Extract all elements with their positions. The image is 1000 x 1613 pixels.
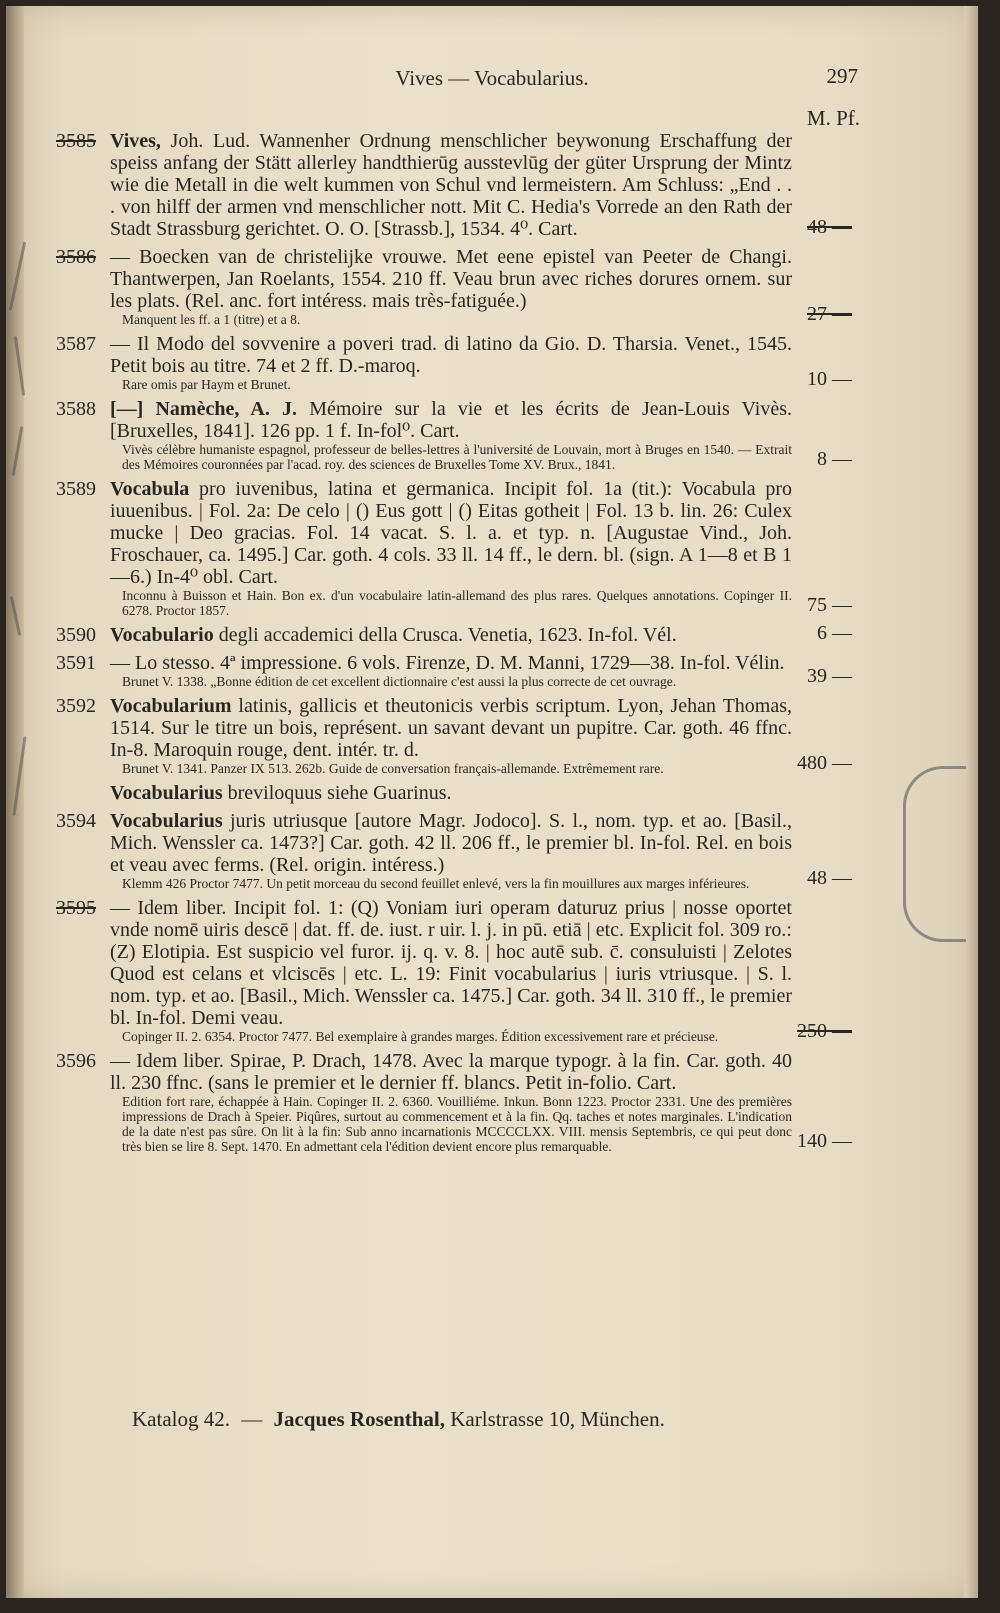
- entry-price: 48 —: [807, 867, 852, 889]
- entry-heading: Vocabularius: [110, 810, 223, 832]
- entry-text: [110, 782, 792, 804]
- entry-note: Rare omis par Haym et Brunet.: [122, 377, 291, 392]
- header-title: Vives — Vocabularius.: [395, 66, 589, 90]
- entry-price: 48 —: [807, 216, 852, 238]
- entry-number: 3591: [56, 652, 96, 674]
- entry-number: 3595: [56, 897, 96, 919]
- catalog-entry: [6, 810, 978, 891]
- entry-heading: Vives,: [110, 130, 161, 152]
- catalog-entry: [6, 897, 978, 1044]
- entry-number: 3585: [56, 130, 96, 152]
- entry-text: [110, 810, 792, 876]
- catalog-footer: [132, 1407, 665, 1432]
- entry-number: 3587: [56, 333, 96, 355]
- entry-price: 75 —: [807, 594, 852, 616]
- entry-description: juris utriusque [autore Magr. Jodoco]. S. l., nom. typ. et ao. [Basil., Mich. Wenssler ca. 1473?] Car. goth. 42 ll. 206 ff., le premier bl. In-fol. Rel. en bois et veau avec ferms. (Rel. origin. intéress.): [110, 810, 792, 876]
- entry-text: [110, 398, 792, 442]
- entry-text: [110, 652, 792, 674]
- catalog-page: [6, 6, 978, 1598]
- entry-price: 27 —: [807, 303, 852, 325]
- entry-text: [110, 246, 792, 312]
- entry-heading: Vocabulario: [110, 624, 214, 646]
- entry-description: pro iuvenibus, latina et germanica. Incipit fol. 1a (tit.): Vocabula pro iuuenibus. | Fol. 2a: De celo | () Eus gott | () Eitas gotheit | Fol. 13 b. lin. 26: Culex mucke | Deo gracias. Fol. 14 vacat. S. l. a. et typ. n. [Augustae Vind., Joh. Froschauer, ca. 1495.] Car. goth. 4 cols. 33 ll. 14 ff., le dern. bl. (sign. A 1—8 et B 1—6.) In-4⁰ obl. Cart.: [110, 478, 793, 588]
- catalog-entry: [6, 333, 978, 392]
- entry-price: 140 —: [797, 1130, 852, 1152]
- catalog-entry: [6, 478, 978, 618]
- entry-text: [110, 478, 792, 588]
- entry-note: Brunet V. 1338. „Bonne édition de cet excellent dictionnaire c'est aussi la plus correcte de cet ouvrage.: [122, 674, 677, 689]
- entry-number: 3592: [56, 695, 96, 717]
- entry-description: Joh. Lud. Wannenher Ordnung menschlicher beywonung Erschaffung der speiss anfang der Stätt allerley handthierūg ausstevlūg der güter Ursprung der Mintz wie die Metall in die welt kummen von Schul vnd lermeistern. Am Schluss: „End . . . von hilff der armen vnd menschlicher nott. Mit C. Hedia's Vorrede an den Rath der Stadt Strassburg gerichtet. O. O. [Strassb.], 1534. 4⁰. Cart.: [110, 130, 792, 240]
- catalog-entry: [6, 398, 978, 472]
- footer-dash: —: [241, 1407, 263, 1431]
- entry-number: 3594: [56, 810, 96, 832]
- entry-note: Inconnu à Buisson et Hain. Bon ex. d'un vocabulaire latin-allemand des plus rares. Quelques annotations. Copinger II. 6278. Proctor 1857.: [122, 588, 792, 618]
- entry-note: Brunet V. 1341. Panzer IX 513. 262b. Guide de conversation français-allemande. Extrêmement rare.: [122, 761, 664, 776]
- entry-heading: Vocabula: [110, 478, 190, 500]
- entry-number: 3589: [56, 478, 96, 500]
- entry-heading: Vocabularium: [110, 695, 232, 717]
- page-number: 297: [826, 64, 858, 88]
- entry-note: Vivès célèbre humaniste espagnol, professeur de belles-lettres à l'université de Louvain, mort à Bruges en 1540. — Extrait des Mémoires couronnées par l'acad. roy. des sciences de Bruxelles Tome XV. Brux., 1841.: [122, 442, 792, 472]
- entry-list: [6, 130, 978, 1160]
- catalog-entry: [6, 1050, 978, 1154]
- price-column-header: M. Pf.: [806, 106, 860, 130]
- footer-catalog-label: Katalog 42.: [132, 1407, 230, 1431]
- entry-price: 39 —: [807, 665, 852, 687]
- entry-description: — Lo stesso. 4ª impressione. 6 vols. Firenze, D. M. Manni, 1729—38. In-fol. Vélin.: [110, 652, 785, 674]
- entry-text: [110, 333, 792, 377]
- entry-description: — Idem liber. Incipit fol. 1: (Q) Voniam iuri operam daturuz prius | nosse oportet vnde nomē uiris descē | dat. ff. de. iust. r uir. l. j. in pū. etiā | etc. Explicit fol. 309 ro.: (Z) Elotipia. Est suspicio vel furor. ij. q. v. 8. | hoc autē sub. c̄. consuluisti | Zelotes Quod est celans et vlciscēs | etc. L. 19: Finit vocabularius | iuris vtriusque. | S. l. nom. typ. et ao. [Basil., Mich. Wenssler ca. 1475.] Car. goth. 34 ll. 310 ff., le premier bl. In-fol. Demi veau.: [110, 897, 792, 1029]
- entry-text: [110, 624, 792, 646]
- entry-description: Mémoire sur la vie et les écrits de Jean-Louis Vivès. [Bruxelles, 1841]. 126 pp. 1 f. In-fol⁰. Cart.: [110, 398, 792, 442]
- catalog-entry: [6, 624, 978, 646]
- catalog-entry: [6, 130, 978, 240]
- entry-note: Klemm 426 Proctor 7477. Un petit morceau du second feuillet enlevé, vers la fin mouillures aux marges inférieures.: [122, 876, 750, 891]
- footer-address: Karlstrasse 10, München.: [450, 1407, 665, 1431]
- entry-description: latinis, gallicis et theutonicis verbis scriptum. Lyon, Jehan Thomas, 1514. Sur le titre un bois, représent. un savant devant un pupitre. Car. goth. 46 ffnc. In-8. Maroquin rouge, dent. intér. tr. d.: [110, 695, 793, 761]
- running-header: [6, 64, 978, 94]
- entry-text: [110, 130, 792, 240]
- entry-description: degli accademici della Crusca. Venetia, 1623. In-fol. Vél.: [218, 624, 677, 646]
- entry-text: [110, 897, 792, 1029]
- entry-heading: Vocabularius: [110, 782, 223, 804]
- entry-price: 8 —: [817, 448, 852, 470]
- entry-description: — Il Modo del sovvenire a poveri trad. di latino da Gio. D. Tharsia. Venet., 1545. Petit bois au titre. 74 et 2 ff. D.-maroq.: [110, 333, 792, 377]
- entry-number: 3588: [56, 398, 96, 420]
- catalog-entry: [6, 246, 978, 327]
- footer-firm: Jacques Rosenthal,: [273, 1407, 446, 1431]
- entry-note: Copinger II. 2. 6354. Proctor 7477. Bel exemplaire à grandes marges. Édition excessivement rare et précieuse.: [122, 1029, 719, 1044]
- entry-note: Edition fort rare, échappée à Hain. Copinger II. 2. 6360. Vouilliéme. Inkun. Bonn 1223. Proctor 2331. Une des premières impressions de Drach à Speier. Piqûres, surtout au commencement et à la fin. Qq. taches et notes marginales. L'indication de la date n'est pas sûre. On lit à la fin: Sub anno incarnationis MCCCCLXX. VIII. mensis Septembris, ce qui peut donc très bien se lire 8. Sept. 1470. En admettant cela l'édition devient encore plus remarquable.: [122, 1094, 792, 1154]
- entry-price: 6 —: [817, 622, 852, 644]
- catalog-entry: [6, 652, 978, 689]
- entry-price: 480 —: [797, 752, 852, 774]
- entry-number: 3590: [56, 624, 96, 646]
- entry-text: [110, 695, 792, 761]
- entry-price: 10 —: [807, 368, 852, 390]
- catalog-entry: [6, 695, 978, 776]
- catalog-entry: [6, 782, 978, 804]
- entry-number: 3586: [56, 246, 96, 268]
- entry-heading: [—] Namèche, A. J.: [110, 398, 298, 420]
- entry-description: — Boecken van de christelijke vrouwe. Met eene epistel van Peeter de Changi. Thantwerpen, Jan Roelants, 1554. 210 ff. Veau brun avec riches dorures ornem. sur les plats. (Rel. anc. fort intéress. mais très-fatiguée.): [110, 246, 792, 312]
- entry-description: — Idem liber. Spirae, P. Drach, 1478. Avec la marque typogr. à la fin. Car. goth. 40 ll. 230 ffnc. (sans le premier et le dernier ff. blancs. Petit in-folio. Cart.: [110, 1050, 792, 1094]
- entry-description: breviloquus siehe Guarinus.: [227, 782, 452, 804]
- entry-price: 250 —: [797, 1020, 852, 1042]
- entry-number: 3596: [56, 1050, 96, 1072]
- entry-note: Manquent les ff. a 1 (titre) et a 8.: [122, 312, 301, 327]
- entry-text: [110, 1050, 792, 1094]
